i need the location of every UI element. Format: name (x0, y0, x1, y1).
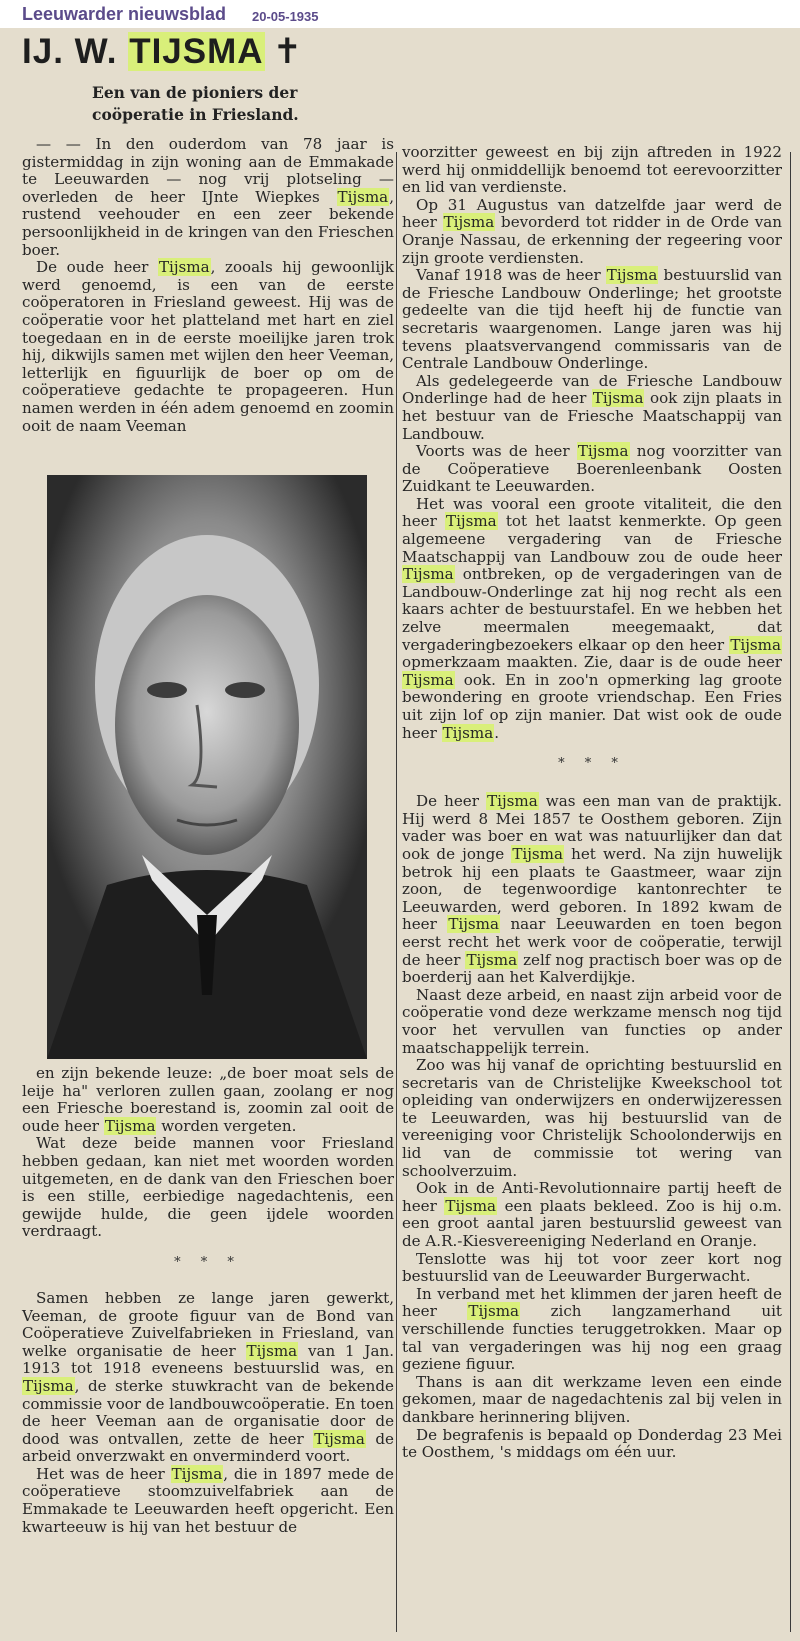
article-paragraphs-top (22, 136, 394, 435)
paragraph: Het was de heer Tijsma, die in 1897 mede de coöperatieve stoomzuivelfabriek aan de Emmakade te Leeuwarden heeft opgericht. Een kwarteeuw is hij van het bestuur de (22, 1464, 394, 1536)
paragraph: Wat deze beide mannen voor Friesland hebben gedaan, kan niet met woorden worden uitgemeten, en de dank van den Frieschen boer is een stille, eerbiedige nagedachtenis, een gewijde hulde, die geen ijdele woorden verdraagt. (22, 1134, 394, 1241)
search-highlight: Tijsma (468, 1302, 520, 1321)
newspaper-clipping (0, 28, 800, 1641)
subheading: Een van de pioniers der coöperatie in Friesland. (92, 83, 299, 124)
paragraph: De begrafenis is bepaald op Donderdag 23 Mei te Oosthem, 's middags om één uur. (402, 1425, 782, 1462)
paragraph: en zijn bekende leuze: „de boer moat sels de leije ha" verloren zullen gaan, zoolang er nog een Friesche boerestand is, zoomin zal ooit de oude heer Tijsma worden vergeten. (22, 1064, 394, 1135)
search-highlight: Tijsma (337, 187, 389, 206)
search-highlight: Tijsma (448, 915, 499, 934)
newspaper-name: Leeuwarder nieuwsblad (22, 4, 227, 24)
paragraph: Samen hebben ze lange jaren gewerkt, Veeman, de groote figuur van de Bond van Coöperatieve Zuivelfabrieken in Friesland, van welke organisatie de heer Tijsma van 1 Jan. 1913 tot 1918 eveneens bestuurslid was, en Tijsma, de sterke stuwkracht van de bekende commissie voor de landbouwcoöperatie. En toen de heer Veeman aan de organisatie door de dood was ontvallen, zette de heer Tijsma de arbeid onverzwakt en onverminderd voort. (22, 1288, 394, 1466)
article-paragraphs-bottom (22, 1065, 394, 1536)
search-highlight: Tijsma (403, 565, 454, 584)
headline-initials: IJ. W. (22, 32, 118, 71)
right-column (402, 28, 792, 1641)
search-highlight: Tijsma (487, 792, 538, 811)
search-highlight: Tijsma (445, 1196, 497, 1215)
search-highlight: Tijsma (23, 1376, 74, 1395)
search-highlight: Tijsma (314, 1429, 365, 1448)
paragraph: De heer Tijsma was een man van de praktijk. Hij werd 8 Mei 1857 te Oosthem geboren. Zijn vader was boer en wat was natuurlijker dan dat ook de jonge Tijsma het werd. Na zijn huwelijk betrok hij een plaats te Gaastmeer, waar zijn zoon, de tegenwoordige kantonrechter te Leeuwarden, werd geboren. In 1892 kwam de heer Tijsma naar Leeuwarden en toen begon eerst recht het werk voor de coöperatie, terwijl de heer Tijsma zelf nog practisch boer was op de boerderij aan het Kalverdijkje. (402, 792, 783, 987)
search-highlight: Tijsma (592, 389, 644, 408)
paragraph: voorzitter geweest en bij zijn aftreden in 1922 werd hij onmiddellijk benoemd tot eerevoorzitter en lid van verdienste. (402, 143, 782, 197)
search-highlight: Tijsma (442, 723, 494, 742)
section-separator: * * * (558, 756, 626, 772)
left-column (22, 28, 394, 1641)
paragraph: Naast deze arbeid, en naast zijn arbeid voor de coöperatie vond deze werkzame mensch nog tijd voor het vervullen van functies op ander maatschappelijk terrein. (402, 985, 782, 1057)
search-highlight: Tijsma (577, 442, 629, 461)
paragraph: In verband met het klimmen der jaren heeft de heer Tijsma zich langzamerhand uit verschillende functies teruggetrokken. Maar op tal van vergaderingen was hij nog een graag geziene figuur. (402, 1284, 782, 1374)
paragraph: Thans is aan dit werkzame leven een einde gekomen, maar de nagedachtenis zal bij velen in dankbare herinnering blijven. (402, 1372, 782, 1426)
section-separator: * * * (174, 1254, 242, 1270)
paragraph: Voorts was de heer Tijsma nog voorzitter van de Coöperatieve Boerenleenbank Oosten Zuidkant te Leeuwarden. (402, 442, 782, 496)
search-highlight: Tijsma (606, 266, 658, 285)
paragraph: Op 31 Augustus van datzelfde jaar werd de heer Tijsma bevorderd tot ridder in de Orde van Oranje Nassau, de erkenning der regeering voor zijn groote verdiensten. (402, 195, 782, 267)
search-highlight: Tijsma (446, 512, 497, 531)
search-highlight: Tijsma (403, 670, 454, 689)
portrait-photo (47, 475, 367, 1059)
column-rule (396, 152, 397, 1632)
search-highlight: Tijsma (246, 1341, 298, 1360)
headline (22, 32, 303, 72)
paragraph: Ook in de Anti-Revolutionnaire partij heeft de heer Tijsma een plaats bekleed. Zoo is hij o.m. een groot aantal jaren bestuurslid geweest van de A.R.-Kiesvereeniging Nederland en Oranje. (402, 1179, 782, 1251)
paragraph: Vanaf 1918 was de heer Tijsma bestuurslid van de Friesche Landbouw Onderlinge; het grootste gedeelte van die tijd heeft hij de functie van secretaris waargenomen. Lange jaren was hij tevens plaatsvervangend commissaris van de Centrale Landbouw Onderlinge. (402, 266, 783, 373)
search-highlight: Tijsma (466, 950, 518, 969)
paragraph: De oude heer Tijsma, zooals hij gewoonlijk werd genoemd, is een van de eerste coöperatoren in Friesland geweest. Hij was de coöperatie voor het platteland met hart en ziel toegedaan en in de eerste moeilijke jaren trok hij, dikwijls samen met wijlen den heer Veeman, letterlijk en figuurlijk de boer op om de coöperatieve gedachte te propageeren. Hun namen werden in één adem genoemd en zoomin ooit de naam Veeman (22, 258, 394, 435)
publication-date: 20-05-1935 (252, 9, 319, 24)
paragraph: — — In den ouderdom van 78 jaar is gistermiddag in zijn woning aan de Emmakade te Leeuwarden — nog vrij plotseling — overleden de heer IJnte Wiepkes Tijsma, rustend veehouder en een zeer bekende persoonlijkheid in de kringen van den Frieschen boer. (22, 135, 394, 259)
headline-name: TIJSMA (129, 32, 264, 71)
paragraph: Als gedelegeerde van de Friesche Landbouw Onderlinge had de heer Tijsma ook zijn plaats in het bestuur van de Friesche Maatschappij van Landbouw. (402, 371, 782, 443)
paragraph: Zoo was hij vanaf de oprichting bestuurslid en secretaris van de Christelijke Kweekschool tot opleiding van onderwijzers en onderwijzeressen te Leeuwarden, was hij bestuurslid van de vereeniging voor Christelijk Schoolonderwijs en lid van de commissie tot wering van schoolverzuim. (402, 1056, 782, 1180)
cross-icon: ✝ (272, 32, 303, 71)
paragraph: Tenslotte was hij tot voor zeer kort nog bestuurslid van de Leeuwarder Burgerwacht. (402, 1249, 782, 1286)
search-highlight: Tijsma (171, 1464, 223, 1483)
search-highlight: Tijsma (512, 844, 563, 863)
search-highlight: Tijsma (730, 635, 781, 654)
paragraph: Het was vooral een groote vitaliteit, die den heer Tijsma tot het laatst kenmerkte. Op geen algemeene vergadering van de Friesche Maatschappij van Landbouw zou de oude heer Tijsma ontbreken, op de vergaderingen van de Landbouw-Onderlinge zat hij nog recht als een kaars achter de bestuurstafel. En we hebben het zelve meermalen meegemaakt, dat vergaderingbezoekers elkaar op den heer Tijsma opmerkzaam maakten. Zie, daar is de oude heer Tijsma ook. En in zoo'n opmerking lag groote bewondering en groote vriendschap. Een Fries uit zijn lof op zijn manier. Dat wist ook de oude heer Tijsma. (402, 494, 782, 742)
article-paragraphs-right (402, 144, 782, 1462)
search-highlight: Tijsma (158, 258, 210, 277)
search-highlight: Tijsma (443, 213, 495, 232)
source-banner (0, 0, 800, 28)
search-highlight: Tijsma (104, 1116, 156, 1135)
